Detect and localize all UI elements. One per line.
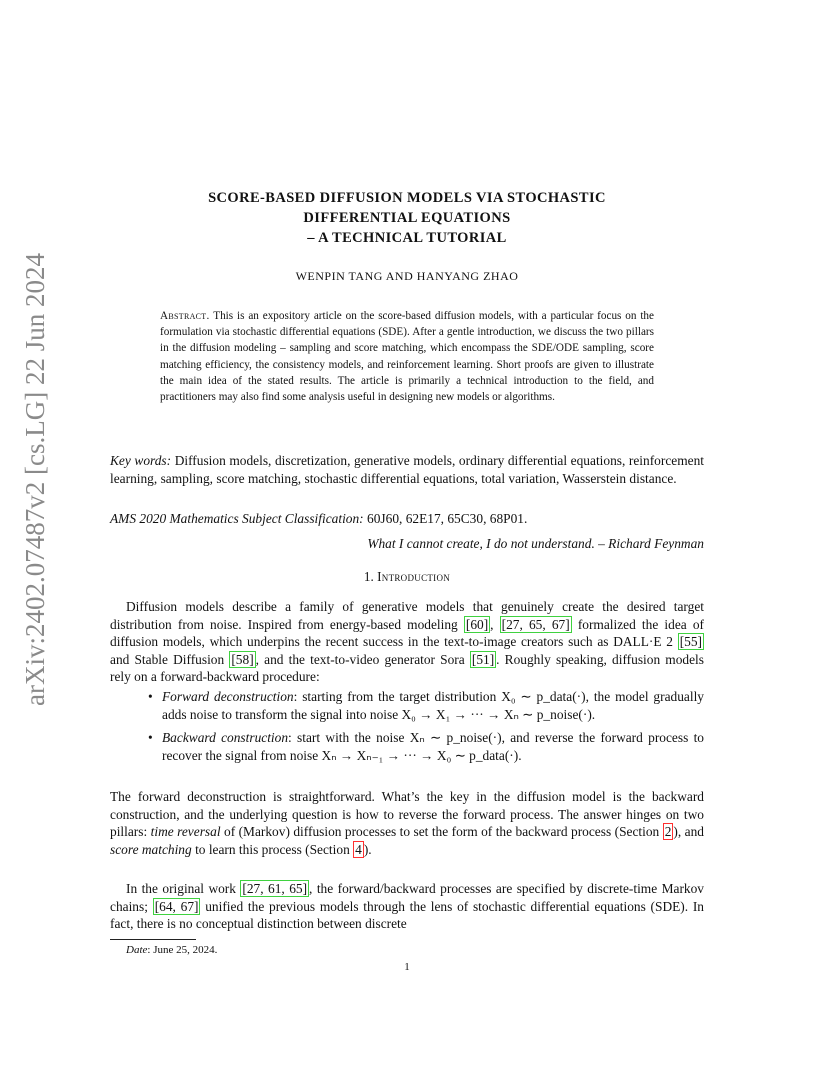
text-run: , the forward/backward processes are specified by discrete-time Markov chains; — [110, 881, 704, 914]
paper-page — [110, 0, 704, 1072]
title-line-2: DIFFERENTIAL EQUATIONS — [303, 210, 511, 226]
list-item — [162, 688, 704, 723]
text-run: , and the text-to-video generator Sora — [255, 651, 465, 667]
citation-link[interactable]: [60] — [465, 616, 489, 632]
msc-classification — [110, 510, 704, 528]
title-line-3: – A TECHNICAL TUTORIAL — [307, 230, 507, 246]
arxiv-sidebar-stamp — [19, 253, 50, 706]
citation-link[interactable]: [58] — [231, 651, 254, 667]
section-link[interactable]: 2 — [664, 824, 672, 840]
bullet-label: Forward deconstruction — [162, 689, 294, 704]
text-run: unified the previous models through the lens of stochastic differential equations (SDE). In fact, there is no conceptual distinction between discrete — [110, 898, 704, 932]
abstract — [160, 308, 654, 405]
text-run: of (Markov) diffusion processes to set the form of the backward process (Section — [224, 824, 660, 840]
footnote-rule — [110, 939, 196, 940]
emphasis: score matching — [110, 841, 192, 857]
section-heading — [110, 569, 704, 585]
section-number: 1. — [363, 569, 374, 584]
arxiv-id: arXiv:2402.07487v2 [cs.LG] 22 Jun 2024 — [19, 253, 50, 706]
text-run: Diffusion models describe a family of generative models that genuinely create the desired target distribution from noise. Inspired from energy-based modeling — [110, 599, 704, 632]
text-run: ). — [363, 841, 372, 857]
citation-link[interactable]: [27, 61, 65] — [242, 881, 308, 896]
title-line-1: SCORE-BASED DIFFUSION MODELS VIA STOCHASTIC — [208, 190, 606, 206]
intro-paragraph-2 — [110, 788, 704, 858]
bullet-text: : starting from the target distribution X₀ ∼ p_data(·), the model gradually adds noise to transform the signal into noise X₀ → X₁ → ··· → Xₙ ∼ p_noise(·). — [162, 689, 704, 722]
citation-link[interactable]: [51] — [471, 651, 495, 667]
text-run: to learn this process (Section — [195, 841, 350, 857]
citation-link[interactable]: [55] — [679, 634, 702, 650]
msc-label: AMS 2020 Mathematics Subject Classification: — [110, 511, 364, 526]
paper-title — [110, 188, 704, 248]
bullet-text: : start with the noise Xₙ ∼ p_noise(·), and reverse the forward process to recover the signal from noise Xₙ → Xₙ₋₁ → ··· → X₀ ∼ p_data(·). — [162, 730, 705, 763]
text-run: In the original work — [126, 881, 236, 896]
bullet-label: Backward construction — [162, 730, 289, 746]
text-run: and Stable Diffusion — [110, 651, 225, 667]
footnote-label: Date — [126, 944, 148, 956]
epigraph-quote: What I cannot create, I do not understand. – Richard Feynman — [367, 536, 704, 551]
text-run: , — [490, 616, 494, 632]
keywords-text: Diffusion models, discretization, generative models, ordinary differential equations, reinforcement learning, sampling, score matching, stochastic differential equations, total variation, Wasserstein distance. — [110, 453, 704, 486]
page-number: 1 — [404, 961, 410, 973]
citation-link[interactable]: [27, 65, 67] — [501, 616, 570, 632]
text-run: The forward deconstruction is straightforward. What’s the key in the diffusion model is the backward construction, and the underlying question is how to reverse the forward process. The answer hinges on two pillars: — [110, 789, 704, 840]
footnote-text: : June 25, 2024. — [147, 944, 218, 956]
section-link[interactable]: 4 — [355, 841, 362, 857]
text-run: ), and — [673, 824, 704, 840]
list-item — [162, 729, 704, 764]
msc-text: 60J60, 62E17, 65C30, 68P01. — [367, 511, 528, 526]
intro-paragraph-1 — [110, 598, 704, 686]
footnote — [126, 944, 217, 956]
procedure-list — [110, 688, 704, 770]
paper-authors: WENPIN TANG AND HANYANG ZHAO — [295, 269, 519, 283]
text-run: . Roughly speaking, diffusion models rely on a forward-backward procedure: — [110, 651, 704, 685]
abstract-text: This is an expository article on the score-based diffusion models, with a particular focus on the formulation via stochastic differential equations (SDE). After a gentle introduction, we discuss the two pillars in the diffusion modeling – sampling and score matching, which encompass the SDE/ODE sampling, score matching efficiency, the consistency models, and reinforcement learning. Short proofs are given to illustrate the main idea of the stated results. The article is primarily a technical introduction to the field, and practitioners may also find some analysis useful in designing new models or algorithms. — [160, 310, 654, 404]
intro-paragraph-3 — [110, 880, 704, 933]
emphasis: time reversal — [150, 824, 221, 840]
abstract-label: Abstract. — [160, 310, 210, 322]
section-title: Introduction — [377, 569, 451, 584]
keywords-label: Key words: — [110, 453, 172, 468]
keywords — [110, 452, 704, 487]
citation-link[interactable]: [64, 67] — [154, 898, 199, 914]
text-run: formalized the idea of diffusion models, which underpins the recent success in the text-to-image creators such as DALL·E 2 — [110, 616, 704, 650]
